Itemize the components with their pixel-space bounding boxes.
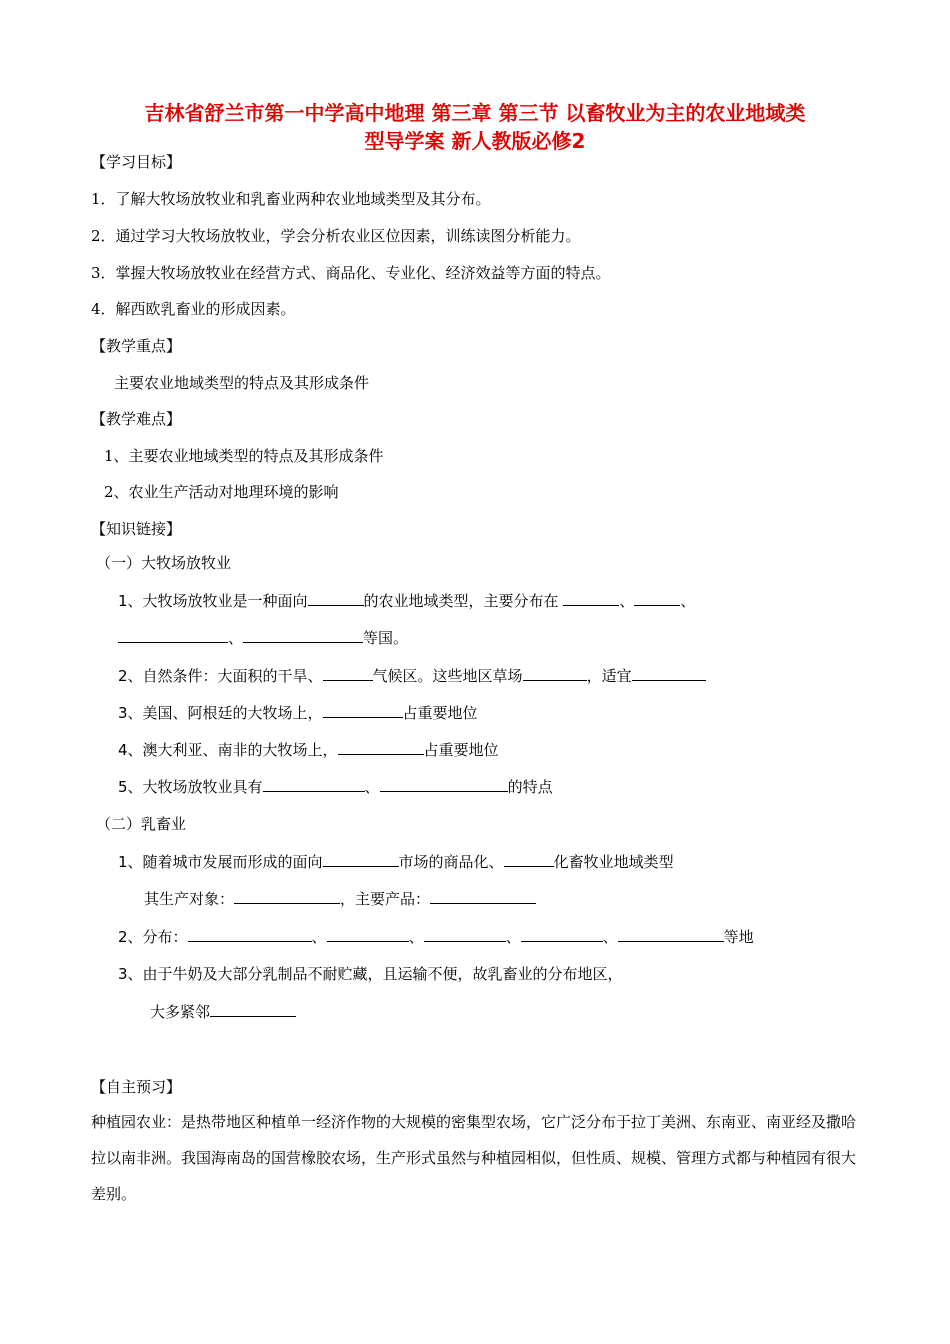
separator: 、 <box>311 928 327 946</box>
separator: 、 <box>619 592 635 610</box>
answer-blank[interactable] <box>424 927 506 942</box>
question-text: 5、大牧场放牧业具有 <box>118 778 263 796</box>
answer-blank[interactable] <box>323 703 403 718</box>
section-title: （一）大牧场放牧业 <box>96 554 232 572</box>
answer-blank[interactable] <box>632 666 706 681</box>
answer-blank[interactable] <box>263 777 365 792</box>
question-text: 占重要地位 <box>402 704 478 722</box>
question-text: 的特点 <box>507 778 553 796</box>
answer-blank[interactable] <box>521 927 603 942</box>
separator: 、 <box>408 928 424 946</box>
question-text: ，主要产品： <box>340 890 431 908</box>
question-text: 1、大牧场放牧业是一种面向 <box>118 592 308 610</box>
question-line: 3、由于牛奶及大部分乳制品不耐贮藏，且运输不便，故乳畜业的分布地区， <box>118 965 623 983</box>
answer-blank[interactable] <box>504 852 554 867</box>
key-points-text: 主要农业地域类型的特点及其形成条件 <box>114 374 370 392</box>
objective-item: 3．掌握大牧场放牧业在经营方式、商品化、专业化、经济效益等方面的特点。 <box>91 264 611 282</box>
question-text: 占重要地位 <box>423 741 499 759</box>
question-line <box>118 927 754 947</box>
answer-blank[interactable] <box>234 889 340 904</box>
answer-blank[interactable] <box>338 740 424 755</box>
question-text: 其生产对象： <box>144 890 235 908</box>
answer-blank[interactable] <box>327 927 409 942</box>
question-line <box>118 852 674 872</box>
separator: 、 <box>505 928 521 946</box>
difficulty-item: 1、主要农业地域类型的特点及其形成条件 <box>104 447 384 465</box>
answer-blank[interactable] <box>118 628 228 643</box>
answer-blank[interactable] <box>210 1002 296 1017</box>
question-text: 的农业地域类型，主要分布在 <box>363 592 559 610</box>
difficulties-heading: 【教学难点】 <box>91 410 182 428</box>
question-line <box>118 703 478 723</box>
question-text: 1、随着城市发展而形成的面向 <box>118 853 323 871</box>
question-line <box>118 591 695 611</box>
separator: 、 <box>680 592 696 610</box>
answer-blank[interactable] <box>563 591 619 606</box>
question-text: 2、自然条件：大面积的干旱、 <box>118 667 323 685</box>
question-line <box>118 740 499 760</box>
separator: 、 <box>364 778 380 796</box>
self-study-heading: 【自主预习】 <box>91 1078 182 1096</box>
answer-blank[interactable] <box>323 666 373 681</box>
answer-blank[interactable] <box>634 591 680 606</box>
separator: 、 <box>602 928 618 946</box>
question-text: 气候区。这些地区草场 <box>372 667 523 685</box>
question-text: 2、分布： <box>118 928 188 946</box>
objectives-heading: 【学习目标】 <box>91 153 182 171</box>
key-points-heading: 【教学重点】 <box>91 337 182 355</box>
self-study-paragraph: 种植园农业：是热带地区种植单一经济作物的大规模的密集型农场，它广泛分布于拉丁美洲、东南亚、南亚经及撒哈拉以南非洲。我国海南岛的国营橡胶农场，生产形式虽然与种植园相似，但性质、规模、管理方式都与种植园有很大差别。 <box>91 1113 857 1203</box>
section-title: （二）乳畜业 <box>96 815 187 833</box>
question-text: 大多紧邻 <box>150 1003 211 1021</box>
answer-blank[interactable] <box>323 852 399 867</box>
knowledge-heading: 【知识链接】 <box>91 520 182 538</box>
answer-blank[interactable] <box>430 889 536 904</box>
answer-blank[interactable] <box>523 666 587 681</box>
answer-blank[interactable] <box>618 927 724 942</box>
objective-item: 1．了解大牧场放牧业和乳畜业两种农业地域类型及其分布。 <box>91 190 491 208</box>
question-line <box>150 1002 296 1022</box>
question-text: 3、美国、阿根廷的大牧场上， <box>118 704 323 722</box>
answer-blank[interactable] <box>243 628 363 643</box>
answer-blank[interactable] <box>188 927 312 942</box>
document-title-line-2: 型导学案 新人教版必修2 <box>364 129 586 153</box>
question-text: 化畜牧业地域类型 <box>553 853 674 871</box>
difficulty-item: 2、农业生产活动对地理环境的影响 <box>104 483 339 501</box>
separator: 、 <box>228 629 244 647</box>
question-text: ，适宜 <box>586 667 632 685</box>
question-text: 市场的商品化、 <box>398 853 504 871</box>
objective-item: 2．通过学习大牧场放牧业，学会分析农业区位因素，训练读图分析能力。 <box>91 227 581 245</box>
document-title-line-1: 吉林省舒兰市第一中学高中地理 第三章 第三节 以畜牧业为主的农业地域类 <box>144 101 806 125</box>
question-line <box>118 628 408 648</box>
question-line <box>144 889 536 909</box>
question-text: 等国。 <box>363 629 409 647</box>
question-text: 4、澳大利亚、南非的大牧场上， <box>118 741 338 759</box>
question-line <box>118 666 706 686</box>
question-text: 等地 <box>723 928 754 946</box>
question-line <box>118 777 553 797</box>
answer-blank[interactable] <box>308 591 364 606</box>
objective-item: 4．解西欧乳畜业的形成因素。 <box>91 300 296 318</box>
answer-blank[interactable] <box>380 777 508 792</box>
